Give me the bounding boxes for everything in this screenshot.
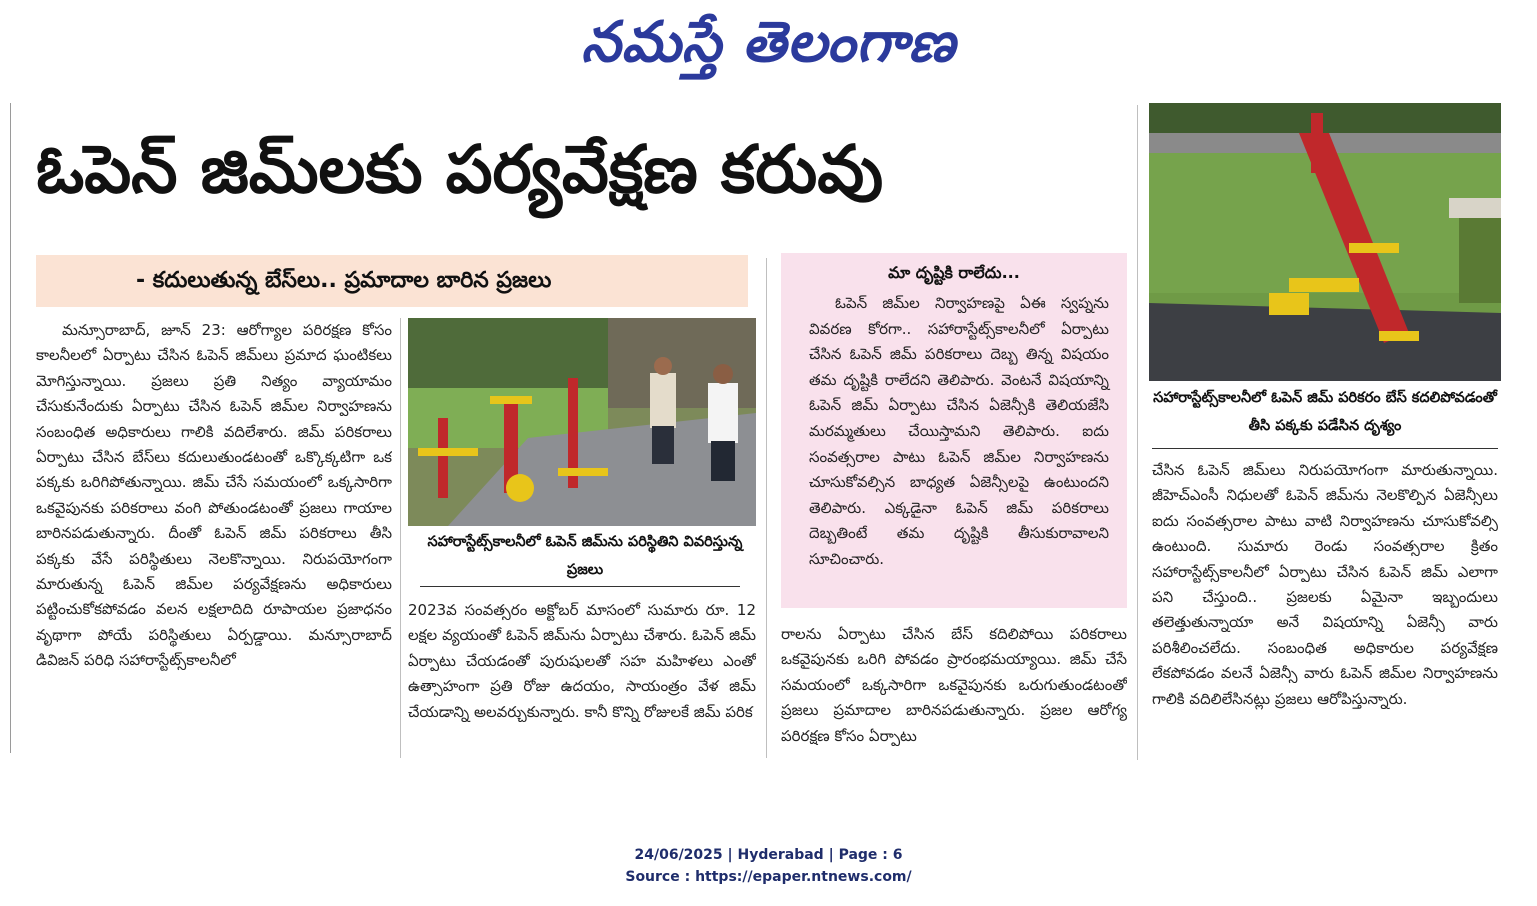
left-border-rule (10, 103, 11, 753)
official-response-box (781, 253, 1127, 608)
column-divider (766, 258, 767, 758)
column-divider (400, 318, 401, 758)
official-response-text: ఓపెన్ జిమ్‌ల నిర్వాహణపై ఏఈ స్వప్నను వివరణ కోరగా.. సహారాస్టేట్స్‌కాలనీలో ఏర్పాటు చేసిన ఓపెన్ జిమ్ పరికరాలు దెబ్బ తిన్న విషయం తమ దృష్టికి రాలేదని తెలిపారు. వెంటనే విషయాన్ని ఓపెన్ జిమ్ ఏర్పాటు చేసిన ఏజెన్సీకి తెలియజేసి మరమ్మతులు చేయిస్తామని తెలిపారు. ఐదు సంవత్సరాల పాటు ఓపెన్ జిమ్‌ల నిర్వాహణను చూసుకోవల్సిన బాధ్యత ఏజెన్సీలపై ఉంటుందని తెలిపారు. ఎక్కడైనా ఓపెన్ జిమ్ పరికరాలు దెబ్బతింటే తమ దృష్టికి తీసుకురావాలని సూచించారు. (809, 294, 1109, 568)
masthead-logo: నమస్తే తెలంగాణ (581, 9, 956, 75)
fallen-gym-equipment-photo-art (1149, 103, 1501, 381)
gym-people-photo (408, 318, 756, 526)
article-column-3 (781, 622, 1127, 760)
article-headline: ఓపెన్ జిమ్‌లకు పర్యవేక్షణ కరువు (36, 131, 884, 208)
photo-2-caption: సహారాస్టేట్స్‌కాలనీలో ఓపెన్ జిమ్ పరికరం బేస్ కదలిపోవడంతో తీసి పక్కకు పడేసిన దృశ్యం (1153, 390, 1497, 434)
footer-date-line: 24/06/2025 | Hyderabad | Page : 6 (634, 847, 903, 863)
article-subhead: - కదులుతున్న బేస్‌లు.. ప్రమాదాల బారిన ప్రజలు (36, 255, 748, 307)
footer-source-line: Source : https://epaper.ntnews.com/ (625, 869, 912, 885)
official-response-title: మా దృష్టికి రాలేదు... (888, 263, 1020, 282)
caption-underline (1152, 448, 1498, 449)
gym-people-photo-art (408, 318, 756, 526)
caption-underline (420, 586, 740, 587)
article-column-1-text: మన్సూరాబాద్, జూన్ 23: ఆరోగ్యాల పరిరక్షణ కోసం కాలనీలలో ఏర్పాటు చేసిన ఓపెన్ జిమ్‌లు ప్రమాద ఘంటికలు మోగిస్తున్నాయి. ప్రజలు ప్రతి నిత్యం వ్యాయామం చేసుకునేందుకు ఏర్పాటు చేసిన ఓపెన్ జిమ్‌ల నిర్వాహణను సంబంధిత అధికారులు గాలికి వదిలేశారు. జిమ్ పరికరాలు ఏర్పాటు చేసిన బేస్‌లు కదులుతుండటంతో ఒక్కొక్కటిగా ఒక పక్కకు ఒరిగిపోతున్నాయి. జిమ్ చేసే సమయంలో ఒక్కసారిగా ఒకవైపునకు పరికరాలు వంగి పోతుండటంతో ప్రజలు గాయాల బారినపడుతున్నారు. దీంతో ఓపెన్ జిమ్ పరికరాలు తీసి పక్కకు వేసే పరిస్థితులు నెలకొన్నాయి. నిరుపయోగంగా మారుతున్న ఓపెన్ జిమ్‌ల పర్యవేక్షణను అధికారులు పట్టించుకోకపోవడం వలన లక్షలాదిది రూపాయల ప్రజాధనం వృథాగా పోయే పరిస్థితులు ఏర్పడ్డాయి. మన్సూరాబాద్ డివిజన్ పరిధి సహారాస్టేట్స్‌కాలనీలో (36, 321, 392, 670)
column-divider (1137, 105, 1138, 760)
article-column-3-text: రాలను ఏర్పాటు చేసిన బేస్ కదిలిపోయి పరికరాలు ఒకవైపునకు ఒరిగి పోవడం ప్రారంభమయ్యాయి. జిమ్ చేసే సమయంలో ఒక్కసారిగా ఒకవైపునకు ఒరుగుతుండటంతో ప్రజలు ప్రమాదాల బారినపడుతున్నారు. ప్రజల ఆరోగ్య పరిరక్షణ కోసం ఏర్పాటు (781, 625, 1127, 745)
article-column-4 (1152, 458, 1498, 760)
article-column-4-text: చేసిన ఓపెన్ జిమ్‌లు నిరుపయోగంగా మారుతున్నాయి. జీహెచ్‌ఎంసీ నిధులతో ఓపెన్ జిమ్‌ను నెలకొల్పిన ఏజెన్సీలు ఐదు సంవత్సరాల పాటు వాటి నిర్వాహణను చూసుకోవల్సి ఉంటుంది. సుమారు రెండు సంవత్సరాల క్రితం సహారాస్టేట్స్‌కాలనీలో ఏర్పాటు చేసిన ఓపెన్ జిమ్ ఎలాగా పని చేస్తుంది.. ప్రజలకు ఏమైనా ఇబ్బందులు తలెత్తుతున్నాయా అనే విషయాన్ని ఏజెన్సీ వారు పరిశీలించలేదు. సంబంధిత అధికారుల పర్యవేక్షణ లేకపోవడం వలనే ఏజెన్సీ వారు ఓపెన్ జిమ్‌ల నిర్వాహణను గాలికి వదిలిలేసినట్లు ప్రజలు ఆరోపిస్తున్నారు. (1152, 461, 1498, 708)
fallen-gym-equipment-photo (1149, 103, 1501, 381)
photo-1-caption: సహారాస్టేట్స్‌కాలనీలో ఓపెన్ జిమ్‌ను పరిస్థితిని వివరిస్తున్న ప్రజలు (427, 534, 743, 578)
article-column-2-text: 2023వ సంవత్సరం అక్టోబర్ మాసంలో సుమారు రూ. 12 లక్షల వ్యయంతో ఓపెన్ జిమ్‌ను ఏర్పాటు చేశారు. ఓపెన్ జిమ్ ఏర్పాటు చేయడంతో పురుషులతో సహ మహిళలు ఎంతో ఉత్సాహంగా ప్రతి రోజు ఉదయం, సాయంత్రం వేళ జిమ్ చేయడాన్ని అలవర్చుకున్నారు. కానీ కొన్ని రోజులకే జిమ్ పరిక (408, 601, 756, 721)
article-column-1 (36, 318, 392, 758)
article-column-2 (408, 598, 756, 760)
